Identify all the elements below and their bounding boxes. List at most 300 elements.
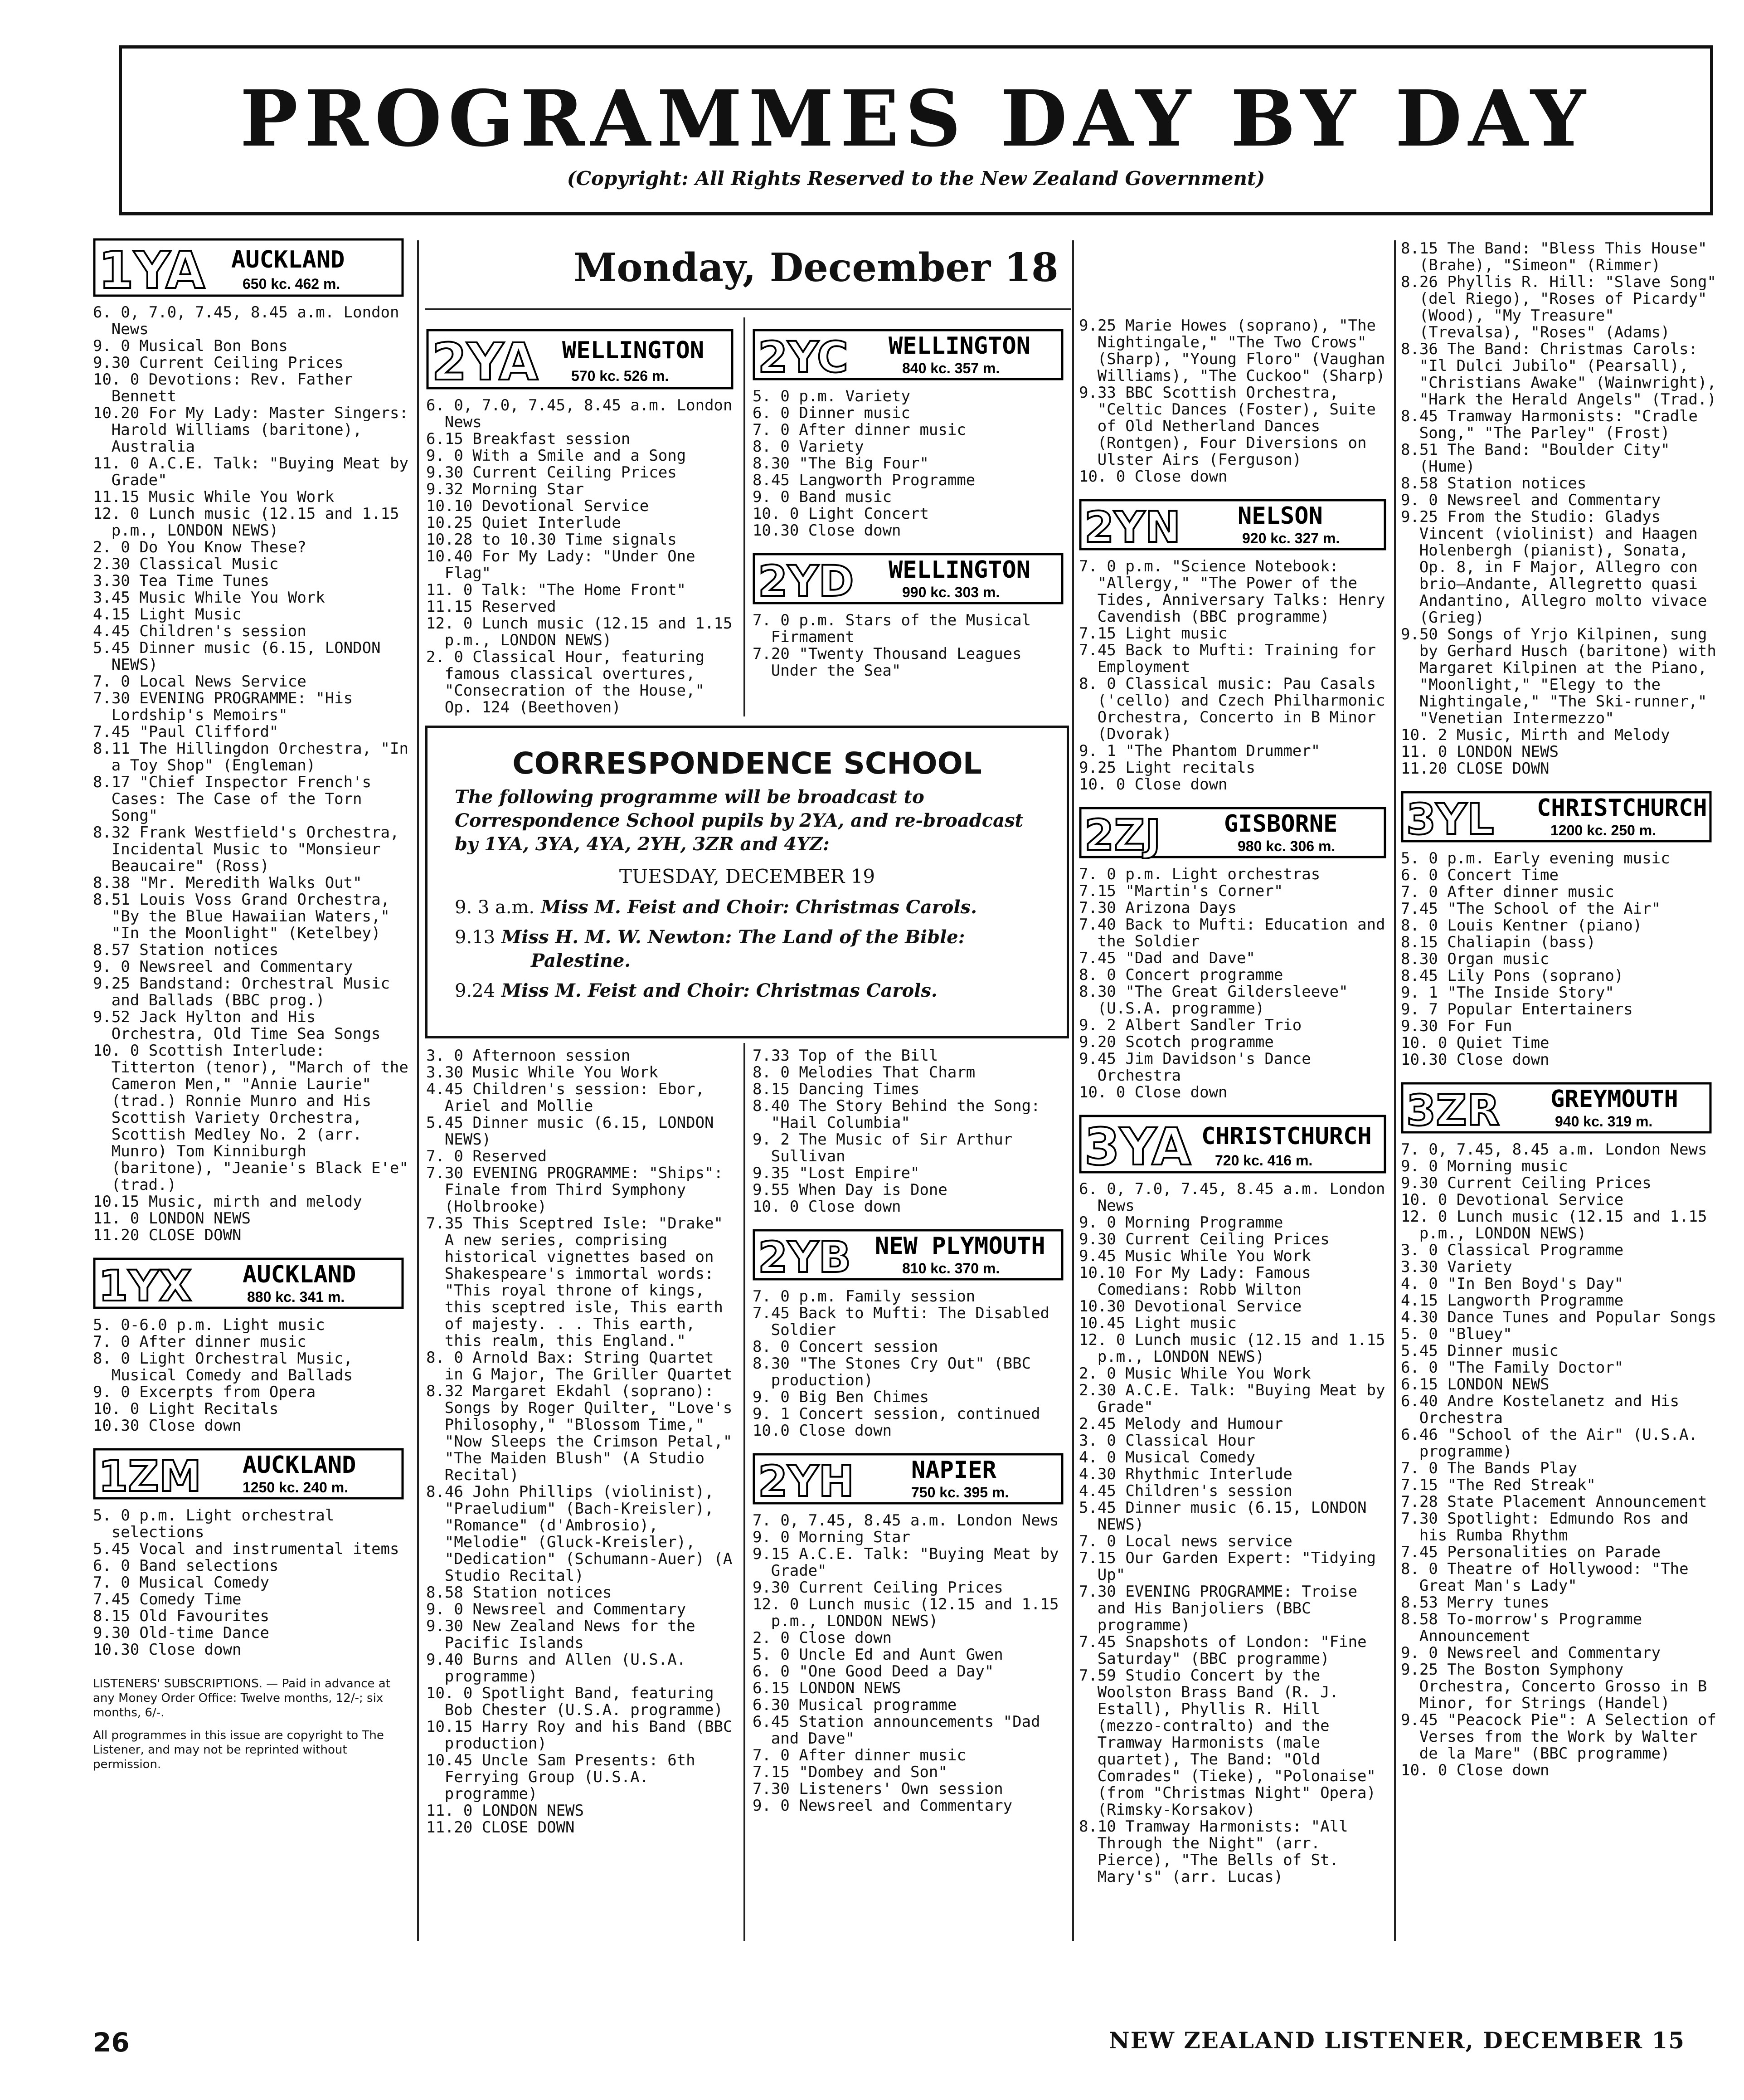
program-entry: 9. 2 Albert Sandler Trio <box>1079 1016 1302 1034</box>
program-entry: 7.45 Snapshots of London: "Fine Saturday" (BBC programme) <box>1079 1633 1367 1668</box>
column-rule <box>1072 240 1074 1941</box>
program-entry: 4. 0 "In Ben Boyd's Day" <box>1401 1275 1624 1293</box>
program-entry: 7. 0 Musical Comedy <box>93 1574 269 1592</box>
program-entry: 10.10 Devotional Service <box>426 497 649 515</box>
program-entry: 7. 0 p.m. Light orchestras <box>1079 865 1321 883</box>
program-entry: 4.15 Langworth Programme <box>1401 1291 1624 1310</box>
station-city: WELLINGTON <box>889 556 1031 584</box>
program-entry: 3.30 Tea Time Tunes <box>93 572 269 590</box>
program-entry: 9.25 The Boston Symphony Orchestra, Concerto Grosso in B Minor, for Strings (Handel) <box>1401 1661 1707 1712</box>
program-list-2yb <box>753 1288 1070 1439</box>
program-entry: 7. 0 After dinner music <box>1401 883 1614 901</box>
program-entry: 9.52 Jack Hylton and His Orchestra, Old Time Sea Songs <box>93 1008 381 1043</box>
program-entry: 10.28 to 10.30 Time signals <box>426 531 677 549</box>
program-entry: 8.38 "Mr. Meredith Walks Out" <box>93 874 362 892</box>
program-entry: 7.15 Our Garden Expert: "Tidying Up" <box>1079 1549 1376 1584</box>
program-entry: 11. 0 LONDON NEWS <box>1401 743 1559 761</box>
program-entry: 5. 0 "Bluey" <box>1401 1325 1512 1343</box>
program-entry: 8.32 Margaret Ekdahl (soprano): Songs by Roger Quilter, "Love's Philosophy," "Blossom Time," "Now Sleeps the Crimson Petal," "The Maiden Blush" (A Studio Recital) <box>426 1382 733 1484</box>
program-list-1yx <box>93 1317 413 1434</box>
station-frequency: 990 kc. 303 m. <box>902 584 1000 600</box>
program-entry: 10. 0 Devotional Service <box>1401 1191 1624 1209</box>
program-entry: 9. 0 Newsreel and Commentary <box>1401 1644 1661 1662</box>
program-entry: 9.25 From the Studio: Gladys Vincent (violinist) and Haagen Holenbergh (pianist), Sonata, Op. 8, in F Major, Allegro con brio—Andante, Allegretto quasi Andantino, Allegro molto vivace (Grieg) <box>1401 508 1707 627</box>
correspondence-date: TUESDAY, DECEMBER 19 <box>619 865 875 887</box>
station-call-sign: 1YX <box>98 1262 192 1310</box>
program-entry: 6.40 Andre Kostelanetz and His Orchestra <box>1401 1392 1680 1427</box>
program-entry: 8.58 Station notices <box>1401 474 1587 492</box>
program-entry: 7.45 Comedy Time <box>93 1590 242 1608</box>
station-2zj-header <box>1079 807 1392 859</box>
station-2ya-header <box>426 329 739 390</box>
program-entry: 5.45 Dinner music (6.15, LONDON NEWS) <box>426 1114 714 1149</box>
program-entry: 9. 0 Morning Programme <box>1079 1213 1283 1232</box>
correspondence-school-box <box>425 726 1069 1038</box>
program-entry: 8.51 Louis Voss Grand Orchestra, "By the Blue Hawaiian Waters," "In the Moonlight" (Ketelbey) <box>93 891 390 942</box>
program-entry: 9.50 Songs of Yrjo Kilpinen, sung by Gerhard Husch (baritone) with Margaret Kilpinen at the Piano, "Moonlight," "Elegy to the Nightingale," "The Ski-runner," "Venetian Intermezzo" <box>1401 625 1716 727</box>
program-entry: 10.30 Close down <box>93 1641 242 1659</box>
program-entry: 8.51 The Band: "Boulder City" (Hume) <box>1401 441 1670 476</box>
program-entry: 4.45 Children's session <box>93 622 306 640</box>
column-3-lower <box>753 1048 1070 1936</box>
program-entry: 5.45 Dinner music (6.15, LONDON NEWS) <box>93 639 381 674</box>
program-entry: 4.30 Dance Tunes and Popular Songs <box>1401 1308 1716 1326</box>
program-entry: 6. 0 "The Family Doctor" <box>1401 1359 1624 1377</box>
program-entry: 6. 0 Dinner music <box>753 404 910 422</box>
program-entry: 7. 0 After dinner music <box>93 1333 306 1351</box>
program-entry: 9. 0 Newsreel and Commentary <box>426 1600 686 1618</box>
program-entry: 11. 0 LONDON NEWS <box>426 1802 584 1820</box>
station-call-sign: 2YB <box>758 1233 851 1281</box>
program-entry: 9.25 Bandstand: Orchestral Music and Ballads (BBC prog.) <box>93 974 390 1009</box>
correspondence-item: 9.13 Miss H. M. W. Newton: The Land of the Bible: Palestine. <box>455 926 965 971</box>
program-entry: 11.20 CLOSE DOWN <box>93 1226 242 1244</box>
station-frequency: 880 kc. 341 m. <box>247 1289 345 1305</box>
station-city: AUCKLAND <box>243 1452 356 1479</box>
copyright-notice: All programmes in this issue are copyright to The Listener, and may not be reprinted without permission. <box>93 1729 384 1771</box>
program-entry: 7. 0 p.m. "Science Notebook: "Allergy," "The Power of the Tides, Anniversary Talks: Henry Cavendish (BBC programme) <box>1079 557 1385 626</box>
station-2yn-header <box>1079 499 1392 551</box>
station-call-sign: 2YN <box>1084 503 1181 551</box>
program-entry: 9.20 Scotch programme <box>1079 1033 1274 1051</box>
station-2yc-header <box>753 329 1070 381</box>
program-entry: 8. 0 Concert session <box>753 1338 938 1356</box>
program-entry: 10.10 For My Lady: Famous Comedians: Robb Wilton <box>1079 1264 1311 1299</box>
program-entry: 7.30 Arizona Days <box>1079 899 1237 917</box>
program-entry: 7.45 Personalities on Parade <box>1401 1543 1661 1561</box>
station-frequency: 720 kc. 416 m. <box>1215 1152 1313 1169</box>
station-call-sign: 1YA <box>98 241 205 297</box>
program-entry: 9.30 New Zealand News for the Pacific Islands <box>426 1617 695 1652</box>
program-entry: 4.30 Rhythmic Interlude <box>1079 1465 1292 1483</box>
program-entry: 4. 0 Musical Comedy <box>1079 1448 1255 1467</box>
program-entry: 11.20 CLOSE DOWN <box>426 1818 575 1837</box>
program-entry: 9.15 A.C.E. Talk: "Buying Meat by Grade" <box>753 1545 1059 1580</box>
program-entry: 10.15 Music, mirth and melody <box>93 1193 362 1211</box>
column-rule <box>743 317 745 716</box>
station-frequency: 1250 kc. 240 m. <box>243 1479 349 1496</box>
program-entry: 7. 0 Local news service <box>1079 1532 1292 1550</box>
station-frequency: 570 kc. 526 m. <box>571 368 669 384</box>
program-entry: 9.30 Current Ceiling Prices <box>426 463 677 482</box>
program-entry: 7. 0, 7.45, 8.45 a.m. London News <box>1401 1140 1707 1159</box>
program-entry: 9. 0 Morning music <box>1401 1157 1568 1175</box>
program-entry: 8. 0 Variety <box>753 438 864 456</box>
program-entry: 8. 0 Theatre of Hollywood: "The Great Man's Lady" <box>1401 1560 1689 1595</box>
program-entry: 9. 0 With a Smile and a Song <box>426 447 686 465</box>
program-list-2ya <box>426 397 739 716</box>
program-entry: 10.30 Close down <box>93 1417 242 1435</box>
program-entry: 9.25 Marie Howes (soprano), "The Nightingale," "The Two Crows" (Sharp), "Young Floro" (Vaughan Williams), "The Cuckoo" (Sharp) <box>1079 317 1385 385</box>
program-entry: 10.15 Harry Roy and his Band (BBC production) <box>426 1718 733 1753</box>
program-entry: 3.30 Music While You Work <box>426 1063 658 1082</box>
program-entry: 6.15 Breakfast session <box>426 430 631 448</box>
program-entry: 6.45 Station announcements "Dad and Dave" <box>753 1713 1040 1748</box>
program-entry: 8.46 John Phillips (violinist), "Praeludium" (Bach-Kreisler), "Romance" (d'Ambrosio), "Melodie" (Gluck-Kreisler), "Dedication" (Schumann-Auer) (A Studio Recital) <box>426 1483 733 1585</box>
column-1 <box>93 234 413 2016</box>
program-entry: 8. 0 Light Orchestral Music, Musical Comedy and Ballads <box>93 1350 353 1384</box>
program-entry: 8.40 The Story Behind the Song: "Hail Columbia" <box>753 1097 1040 1132</box>
program-entry: 10. 0 Close down <box>1079 468 1228 486</box>
program-entry: 8. 0 Arnold Bax: String Quartet in G Major, The Griller Quartet <box>426 1349 733 1384</box>
column-rule <box>417 240 419 1941</box>
station-city: AUCKLAND <box>243 1261 356 1288</box>
program-entry: 11. 0 LONDON NEWS <box>93 1209 251 1228</box>
program-entry: 7. 0 After dinner music <box>753 1746 966 1764</box>
program-entry: 11.20 CLOSE DOWN <box>1401 760 1550 778</box>
page-number: 26 <box>93 2027 130 2058</box>
program-entry: 10. 0 Light Recitals <box>93 1400 279 1418</box>
program-entry: 7. 0 Local News Service <box>93 672 306 691</box>
program-entry: 7.30 Listeners' Own session <box>753 1780 1003 1798</box>
program-entry: 9. 2 The Music of Sir Arthur Sullivan <box>753 1130 1013 1165</box>
station-1yx-header <box>93 1257 413 1310</box>
column-2-lower <box>426 1048 739 1936</box>
program-list-3zr <box>1401 1141 1718 1779</box>
station-frequency: 980 kc. 306 m. <box>1238 838 1336 854</box>
program-entry: 10. 0 Close down <box>1079 775 1228 794</box>
station-call-sign: 2YC <box>758 333 849 381</box>
station-city: NAPIER <box>911 1457 996 1484</box>
program-entry: 10. 0 Close down <box>753 1198 901 1216</box>
program-entry: 10.30 Close down <box>1401 1051 1550 1069</box>
program-entry: 7. 0 After dinner music <box>753 421 966 439</box>
program-entry: 6. 0 Band selections <box>93 1557 279 1575</box>
program-list-3ya <box>1079 1181 1392 1886</box>
program-entry: 9.25 Light recitals <box>1079 759 1255 777</box>
program-entry: 11.15 Music While You Work <box>93 488 335 506</box>
station-city: WELLINGTON <box>889 332 1031 360</box>
program-entry: 5. 0 p.m. Variety <box>753 387 910 405</box>
station-1zm-header <box>93 1448 413 1500</box>
program-entry: 2.45 Melody and Humour <box>1079 1415 1283 1433</box>
program-entry: 9.45 Music While You Work <box>1079 1247 1311 1265</box>
program-entry: 4.45 Children's session: Ebor, Ariel and Mollie <box>426 1080 705 1115</box>
station-call-sign: 3YA <box>1084 1118 1191 1174</box>
program-entry: 6.15 LONDON NEWS <box>753 1679 901 1697</box>
program-entry: 3.45 Music While You Work <box>93 589 325 607</box>
program-entry: 8.45 Lily Pons (soprano) <box>1401 967 1624 985</box>
program-entry: 9.45 Jim Davidson's Dance Orchestra <box>1079 1050 1311 1085</box>
program-entry: 2. 0 Music While You Work <box>1079 1364 1311 1383</box>
program-entry: 7. 0 The Bands Play <box>1401 1459 1577 1477</box>
station-frequency: 650 kc. 462 m. <box>243 276 340 292</box>
station-call-sign: 2YA <box>432 333 538 390</box>
program-entry: 8.45 Tramway Harmonists: "Cradle Song," "The Parley" (Frost) <box>1401 407 1698 442</box>
subscription-notice <box>93 1676 413 1772</box>
program-entry: 8.57 Station notices <box>93 941 279 959</box>
program-list-3yl <box>1401 850 1718 1068</box>
station-frequency: 1200 kc. 250 m. <box>1550 822 1657 838</box>
program-entry: 5.45 Dinner music (6.15, LONDON NEWS) <box>1079 1499 1367 1534</box>
program-entry: 7.30 EVENING PROGRAMME: Troise and His Banjoliers (BBC programme) <box>1079 1583 1358 1634</box>
program-entry: 7.45 "Dad and Dave" <box>1079 949 1255 967</box>
program-entry: 8.30 "The Big Four" <box>753 454 929 473</box>
program-entry: 7.15 Light music <box>1079 624 1228 643</box>
program-entry: 5. 0 Uncle Ed and Aunt Gwen <box>753 1646 1003 1664</box>
program-entry: 8.30 "The Stones Cry Out" (BBC production) <box>753 1355 1031 1389</box>
station-city: NEW PLYMOUTH <box>875 1233 1045 1260</box>
program-entry: 9. 1 Concert session, continued <box>753 1405 1040 1423</box>
program-entry: 4.15 Light Music <box>93 605 242 624</box>
program-entry: 11. 0 A.C.E. Talk: "Buying Meat by Grade" <box>93 454 408 489</box>
column-rule <box>743 1043 745 1941</box>
program-entry: 9.30 For Fun <box>1401 1017 1512 1035</box>
program-entry: 9. 0 Musical Bon Bons <box>93 337 288 355</box>
program-list-2yd <box>753 612 1070 679</box>
program-entry: 9. 0 Newsreel and Commentary <box>753 1797 1013 1815</box>
program-entry: 10.45 Light music <box>1079 1314 1237 1332</box>
program-entry: 9. 0 Band music <box>753 488 892 506</box>
program-entry: 2. 0 Do You Know These? <box>93 538 306 556</box>
program-entry: 10. 0 Close down <box>1079 1083 1228 1101</box>
correspondence-title: CORRESPONDENCE SCHOOL <box>512 746 982 781</box>
program-entry: 6. 0, 7.0, 7.45, 8.45 a.m. London News <box>93 303 399 338</box>
station-frequency: 750 kc. 395 m. <box>911 1484 1009 1501</box>
correspondence-item: 9.24 Miss M. Feist and Choir: Christmas Carols. <box>455 980 938 1001</box>
program-entry: 7.28 State Placement Announcement <box>1401 1493 1707 1511</box>
program-entry: 8. 0 Louis Kentner (piano) <box>1401 916 1642 935</box>
program-list-1ya <box>93 304 413 1244</box>
station-city: CHRISTCHURCH <box>1201 1123 1372 1150</box>
program-entry: 9.30 Old-time Dance <box>93 1624 269 1642</box>
program-entry: 10.30 Close down <box>753 521 901 540</box>
program-entry: 8.36 The Band: Christmas Carols: "Il Dulci Jubilo" (Pearsall), "Christians Awake" (Wainwright), "Hark the Herald Angels" (Trad.) <box>1401 340 1716 409</box>
program-list-2ya-continued <box>426 1048 739 1836</box>
day-heading: Monday, December 18 <box>573 245 1059 291</box>
program-entry: 6.15 LONDON NEWS <box>1401 1375 1550 1394</box>
copyright-line: (Copyright: All Rights Reserved to the New Zealand Government) <box>567 167 1265 190</box>
program-entry: 9. 0 Excerpts from Opera <box>93 1383 316 1401</box>
column-rule <box>1394 240 1396 1941</box>
program-list-2yh-continued <box>1079 317 1392 485</box>
program-entry: 3.30 Variety <box>1401 1258 1512 1276</box>
program-list-2yn <box>1079 558 1392 793</box>
station-frequency: 810 kc. 370 m. <box>902 1260 1000 1277</box>
program-entry: 9. 0 Morning Star <box>753 1528 910 1546</box>
program-list-2zj <box>1079 866 1392 1101</box>
program-entry: 9.30 Current Ceiling Prices <box>1401 1174 1652 1192</box>
program-entry: 10.30 Devotional Service <box>1079 1297 1302 1316</box>
station-call-sign: 3ZR <box>1406 1086 1500 1134</box>
program-list-1zm <box>93 1507 413 1658</box>
station-3ya-header <box>1079 1115 1392 1174</box>
program-entry: 2. 0 Close down <box>753 1629 892 1647</box>
correspondence-item: 9. 3 a.m. Miss M. Feist and Choir: Christmas Carols. <box>455 897 977 918</box>
program-entry: 9. 7 Popular Entertainers <box>1401 1000 1633 1018</box>
program-entry: 7.45 Back to Mufti: The Disabled Soldier <box>753 1304 1050 1339</box>
program-entry: 12. 0 Lunch music (12.15 and 1.15 p.m., LONDON NEWS) <box>1401 1208 1707 1242</box>
program-entry: 10.20 For My Lady: Master Singers: Harold Williams (baritone), Australia <box>93 404 408 456</box>
program-entry: 9. 1 "The Inside Story" <box>1401 984 1614 1002</box>
station-3zr-header <box>1401 1082 1718 1134</box>
station-city: AUCKLAND <box>231 246 345 273</box>
program-entry: 7.20 "Twenty Thousand Leagues Under the Sea" <box>753 645 1022 680</box>
station-3yl-header <box>1401 791 1718 843</box>
program-entry: 9.30 Current Ceiling Prices <box>1079 1230 1330 1248</box>
day-heading-rule <box>425 308 1071 310</box>
program-entry: 9. 1 "The Phantom Drummer" <box>1079 742 1321 760</box>
program-entry: 7. 0 p.m. Stars of the Musical Firmament <box>753 611 1031 646</box>
station-city: WELLINGTON <box>562 337 704 364</box>
program-entry: 8.15 The Band: "Bless This House" (Brahe), "Simeon" (Rimmer) <box>1401 240 1707 274</box>
station-1ya-header <box>93 238 413 297</box>
station-frequency: 920 kc. 327 m. <box>1242 530 1340 546</box>
program-entry: 8. 0 Classical music: Pau Casals ('cello) and Czech Philharmonic Orchestra, Concerto in B Minor (Dvorak) <box>1079 675 1385 743</box>
program-entry: 8.30 Organ music <box>1401 950 1550 968</box>
program-entry: 6.46 "School of the Air" (U.S.A. programme) <box>1401 1426 1698 1461</box>
program-entry: 7. 0, 7.45, 8.45 a.m. London News <box>753 1511 1059 1530</box>
program-entry: 8. 0 Concert programme <box>1079 966 1283 984</box>
program-entry: 10. 0 Scottish Interlude: Titterton (tenor), "March of the Cameron Men," "Annie Laurie" (trad.) Ronnie Munro and His Scottish Variety Orchestra, Scottish Medley No. 2 (arr. Munro) Tom Kinniburgh (baritone), "Jeanie's Black E'e" (trad.) <box>93 1042 408 1194</box>
program-entry: 2.30 Classical Music <box>93 555 279 573</box>
page-title: PROGRAMMES DAY BY DAY <box>240 73 1592 164</box>
program-entry: 8.15 Old Favourites <box>93 1607 269 1625</box>
program-entry: 5.45 Dinner music <box>1401 1342 1559 1360</box>
program-entry: 3. 0 Classical Hour <box>1079 1432 1255 1450</box>
program-entry: 9.30 Current Ceiling Prices <box>93 354 344 372</box>
program-entry: 10. 2 Music, Mirth and Melody <box>1401 726 1670 744</box>
program-entry: 6. 0 "One Good Deed a Day" <box>753 1662 994 1681</box>
program-entry: 12. 0 Lunch music (12.15 and 1.15 p.m., LONDON NEWS) <box>426 614 733 649</box>
station-2yh-header <box>753 1453 1070 1505</box>
program-entry: 8. 0 Melodies That Charm <box>753 1063 976 1082</box>
program-list-3ya-continued <box>1401 240 1718 777</box>
program-entry: 6. 0 Concert Time <box>1401 866 1559 884</box>
program-entry: 9. 0 Newsreel and Commentary <box>93 958 353 976</box>
program-entry: 10. 0 Spotlight Band, featuring Bob Chester (U.S.A. programme) <box>426 1684 723 1719</box>
program-entry: 10.45 Uncle Sam Presents: 6th Ferrying Group (U.S.A. programme) <box>426 1751 695 1803</box>
station-city: NELSON <box>1238 502 1323 530</box>
station-city: GISBORNE <box>1224 810 1338 838</box>
column-3-upper <box>753 324 1070 723</box>
station-call-sign: 2YD <box>758 557 854 605</box>
program-entry: 8.45 Langworth Programme <box>753 471 976 489</box>
program-entry: 7.45 "The School of the Air" <box>1401 900 1661 918</box>
program-entry: 12. 0 Lunch music (12.15 and 1.15 p.m., LONDON NEWS) <box>1079 1331 1385 1366</box>
program-entry: 10. 0 Quiet Time <box>1401 1034 1550 1052</box>
program-entry: 8.58 To-morrow's Programme Announcement <box>1401 1610 1642 1645</box>
program-entry: 6. 0, 7.0, 7.45, 8.45 a.m. London News <box>1079 1180 1385 1215</box>
program-entry: 2. 0 Classical Hour, featuring famous classical overtures, "Consecration of the House," Op. 124 (Beethoven) <box>426 648 705 716</box>
station-city: GREYMOUTH <box>1550 1086 1678 1113</box>
program-entry: 10.25 Quiet Interlude <box>426 514 621 532</box>
program-entry: 5.45 Vocal and instrumental items <box>93 1540 399 1558</box>
program-list-2yc <box>753 388 1070 539</box>
station-call-sign: 2YH <box>758 1457 855 1505</box>
column-4 <box>1079 317 1392 1941</box>
program-entry: 8.17 "Chief Inspector French's Cases: The Case of the Torn Song" <box>93 773 372 825</box>
column-2-upper <box>426 324 739 723</box>
program-entry: 8.15 Chaliapin (bass) <box>1401 933 1596 951</box>
program-entry: 12. 0 Lunch music (12.15 and 1.15 p.m., LONDON NEWS) <box>753 1595 1059 1630</box>
station-frequency: 940 kc. 319 m. <box>1555 1113 1653 1130</box>
program-entry: 9.30 Current Ceiling Prices <box>753 1579 1003 1597</box>
program-entry: 10. 0 Close down <box>1401 1761 1550 1779</box>
program-entry: 8.10 Tramway Harmonists: "All Through the Night" (arr. Pierce), "The Bells of St. Mary's" (arr. Lucas) <box>1079 1817 1348 1886</box>
program-entry: 8.30 "The Great Gildersleeve" (U.S.A. programme) <box>1079 983 1348 1018</box>
station-city: CHRISTCHURCH <box>1537 794 1707 822</box>
program-entry: 5. 0 p.m. Early evening music <box>1401 849 1670 867</box>
program-entry: 11. 0 Talk: "The Home Front" <box>426 581 686 599</box>
program-entry: 9.45 "Peacock Pie": A Selection of Verses from the Work by Walter de la Mare" (BBC programme) <box>1401 1711 1716 1763</box>
program-entry: 11.15 Reserved <box>426 598 556 616</box>
program-entry: 7.33 Top of the Bill <box>753 1048 938 1065</box>
subscription-text: LISTENERS' SUBSCRIPTIONS. — Paid in advance at any Money Order Office: Twelve months, 12/-; six months, 6/-. <box>93 1677 390 1720</box>
program-entry: 8.32 Frank Westfield's Orchestra, Incidental Music to "Monsieur Beaucaire" (Ross) <box>93 823 399 875</box>
station-call-sign: 3YL <box>1406 795 1494 843</box>
station-2yd-header <box>753 553 1070 605</box>
program-entry: 7.15 "Dombey and Son" <box>753 1763 947 1781</box>
program-entry: 5. 0-6.0 p.m. Light music <box>93 1316 325 1334</box>
program-entry: 8.26 Phyllis R. Hill: "Slave Song" (del Riego), "Roses of Picardy" (Wood), "My Treasure" (Trevalsa), "Roses" (Adams) <box>1401 273 1716 341</box>
program-entry: 10.0 Close down <box>753 1422 892 1440</box>
program-entry: 8.11 The Hillingdon Orchestra, "In a Toy Shop" (Engleman) <box>93 740 408 775</box>
program-entry: 7.59 Studio Concert by the Woolston Brass Band (R. J. Estall), Phyllis R. Hill (mezzo-contralto) and the Tramway Harmonists (male quartet), The Band: "Old Comrades" (Tieke), "Polonaise" (from "Christmas Night" Opera) (Rimsky-Korsakov) <box>1079 1666 1376 1819</box>
program-entry: 3. 0 Classical Programme <box>1401 1241 1624 1259</box>
program-entry: 7.35 This Sceptred Isle: "Drake" A new series, comprising historical vignettes based on Shakespeare's immortal words: "This royal throne of kings, this sceptred isle, This earth of majesty. . . This earth, this realm, this England." <box>426 1214 724 1350</box>
program-entry: 10. 0 Devotions: Rev. Father Bennett <box>93 370 353 405</box>
station-call-sign: 2ZJ <box>1084 811 1161 859</box>
column-5 <box>1401 240 1718 1941</box>
program-entry: 2.30 A.C.E. Talk: "Buying Meat by Grade" <box>1079 1381 1385 1416</box>
program-entry: 9.55 When Day is Done <box>753 1181 947 1199</box>
masthead-box <box>119 45 1713 215</box>
program-list-2yh <box>753 1512 1070 1814</box>
program-entry: 9.33 BBC Scottish Orchestra, "Celtic Dances (Foster), Suite of Old Netherland Dances (Rontgen), Four Diversions on Ulster Airs (Ferguson) <box>1079 384 1376 469</box>
program-entry: 12. 0 Lunch music (12.15 and 1.15 p.m., LONDON NEWS) <box>93 505 399 540</box>
program-entry: 7.40 Back to Mufti: Education and the Soldier <box>1079 916 1385 950</box>
program-list-2ya-evening <box>753 1048 1070 1215</box>
program-entry: 7. 0 Reserved <box>426 1147 547 1165</box>
program-entry: 8.15 Dancing Times <box>753 1080 920 1098</box>
program-entry: 3. 0 Afternoon session <box>426 1048 631 1065</box>
program-entry: 9. 0 Big Ben Chimes <box>753 1388 929 1406</box>
station-frequency: 840 kc. 357 m. <box>902 360 1000 376</box>
program-entry: 6. 0, 7.0, 7.45, 8.45 a.m. London News <box>426 396 733 431</box>
program-entry: 5. 0 p.m. Light orchestral selections <box>93 1506 335 1541</box>
program-entry: 8.53 Merry tunes <box>1401 1593 1550 1612</box>
program-entry: 10.40 For My Lady: "Under One Flag" <box>426 547 695 582</box>
station-2yb-header <box>753 1229 1070 1281</box>
program-entry: 7.45 "Paul Clifford" <box>93 723 279 741</box>
correspondence-intro: The following programme will be broadcast to Correspondence School pupils by 2YA, and re-broadcast by 1YA, 3YA, 4YA, 2YH, 3ZR and 4YZ: <box>455 786 1024 855</box>
program-entry: 7.15 "The Red Streak" <box>1401 1476 1596 1494</box>
program-entry: 9. 0 Newsreel and Commentary <box>1401 491 1661 509</box>
program-entry: 9.32 Morning Star <box>426 480 584 498</box>
program-entry: 6.30 Musical programme <box>753 1696 957 1714</box>
program-entry: 7. 0 p.m. Family session <box>753 1287 976 1306</box>
